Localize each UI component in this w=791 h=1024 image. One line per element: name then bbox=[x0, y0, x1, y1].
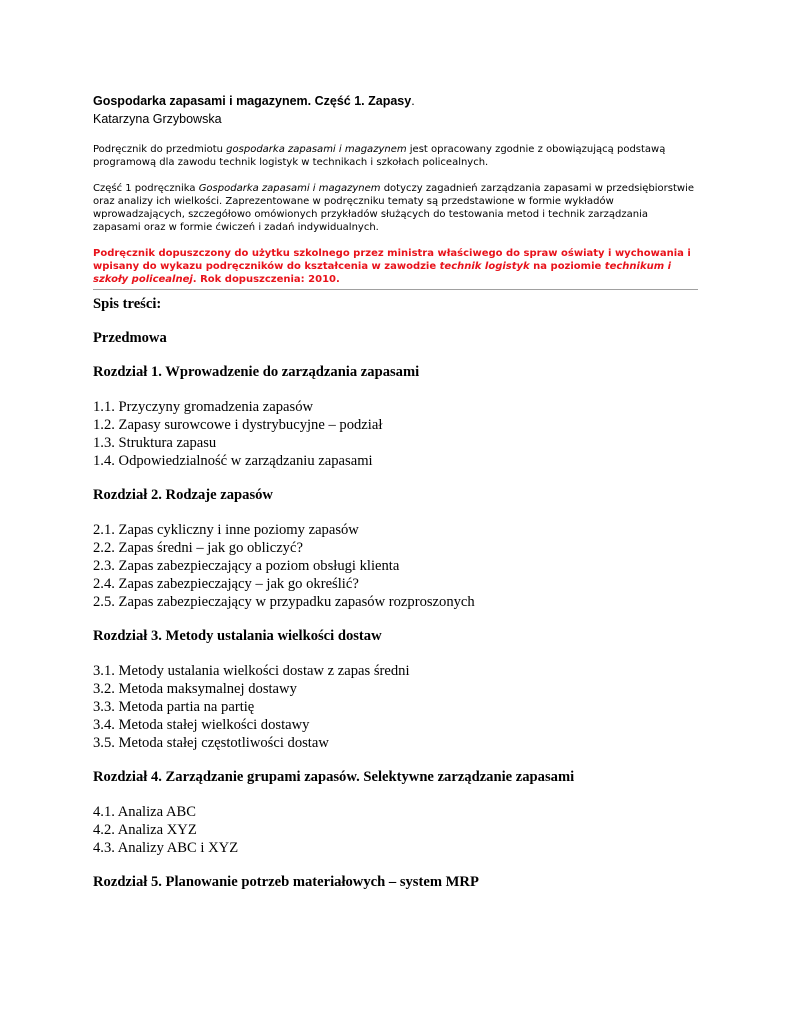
toc-item: 3.4. Metoda stałej wielkości dostawy bbox=[93, 717, 310, 733]
intro-paragraph-1: Podręcznik do przedmiotu gospodarka zapasami i magazynem jest opracowany zgodnie z obowiązującą podstawą programową dla zawodu technik logistyk w technikach i szkołach policealnych. bbox=[93, 144, 666, 168]
toc-item: 2.3. Zapas zabezpieczający a poziom obsługi klienta bbox=[93, 558, 400, 574]
toc-item: 1.3. Struktura zapasu bbox=[93, 435, 217, 451]
toc-item: 3.3. Metoda partia na partię bbox=[93, 699, 255, 715]
toc-item: 2.5. Zapas zabezpieczający w przypadku zapasów rozproszonych bbox=[93, 594, 475, 610]
toc-item: 2.4. Zapas zabezpieczający – jak go określić? bbox=[93, 576, 359, 592]
chapter-title: Rozdział 5. Planowanie potrzeb materiałowych – system MRP bbox=[93, 874, 479, 890]
chapter-title: Rozdział 4. Zarządzanie grupami zapasów. Selektywne zarządzanie zapasami bbox=[93, 769, 575, 785]
table-of-contents bbox=[93, 295, 698, 891]
toc-item: 3.2. Metoda maksymalnej dostawy bbox=[93, 681, 297, 697]
toc-item: 4.1. Analiza ABC bbox=[93, 804, 196, 820]
toc-item: 2.2. Zapas średni – jak go obliczyć? bbox=[93, 540, 303, 556]
intro-paragraph-2: Część 1 podręcznika Gospodarka zapasami i magazynem dotyczy zagadnień zarządzania zapasami w przedsiębiorstwie oraz analizy ich wielkości. Zaprezentowane w podręczniku tematy są przedstawione w formie wykładów wprowadzających, szczegółowo omówionych przykładów służących do testowania metod i technik zarządzania zapasami oraz w formie ćwiczeń i zadań indywidualnych. bbox=[93, 183, 695, 233]
toc-item: 3.1. Metody ustalania wielkości dostaw z zapas średni bbox=[93, 663, 410, 679]
toc-item: 1.2. Zapasy surowcowe i dystrybucyjne – podział bbox=[93, 417, 383, 433]
chapter-title: Rozdział 3. Metody ustalania wielkości dostaw bbox=[93, 628, 382, 644]
chapter-title: Rozdział 1. Wprowadzenie do zarządzania zapasami bbox=[93, 364, 420, 380]
toc-item: 2.1. Zapas cykliczny i inne poziomy zapasów bbox=[93, 522, 359, 538]
chapter-title: Rozdział 2. Rodzaje zapasów bbox=[93, 487, 273, 503]
approval-notice: Podręcznik dopuszczony do użytku szkolnego przez ministra właściwego do spraw oświaty i wychowania i wpisany do wykazu podręczników do kształcenia w zawodzie technik logistyk na poziomie technikum i szkoły policealnej. Rok dopuszczenia: 2010. bbox=[93, 248, 691, 285]
toc-item: 4.3. Analizy ABC i XYZ bbox=[93, 840, 239, 856]
toc-item: 4.2. Analiza XYZ bbox=[93, 822, 197, 838]
toc-item: 3.5. Metoda stałej częstotliwości dostaw bbox=[93, 735, 329, 751]
toc-heading: Spis treści: bbox=[93, 296, 162, 312]
toc-item: 1.1. Przyczyny gromadzenia zapasów bbox=[93, 399, 314, 415]
document-page bbox=[93, 93, 698, 890]
horizontal-divider bbox=[93, 289, 698, 290]
document-title: Gospodarka zapasami i magazynem. Część 1. Zapasy. bbox=[93, 94, 415, 108]
toc-item: 1.4. Odpowiedzialność w zarządzaniu zapasami bbox=[93, 453, 373, 469]
author-name: Katarzyna Grzybowska bbox=[93, 112, 222, 126]
toc-preface: Przedmowa bbox=[93, 330, 167, 346]
